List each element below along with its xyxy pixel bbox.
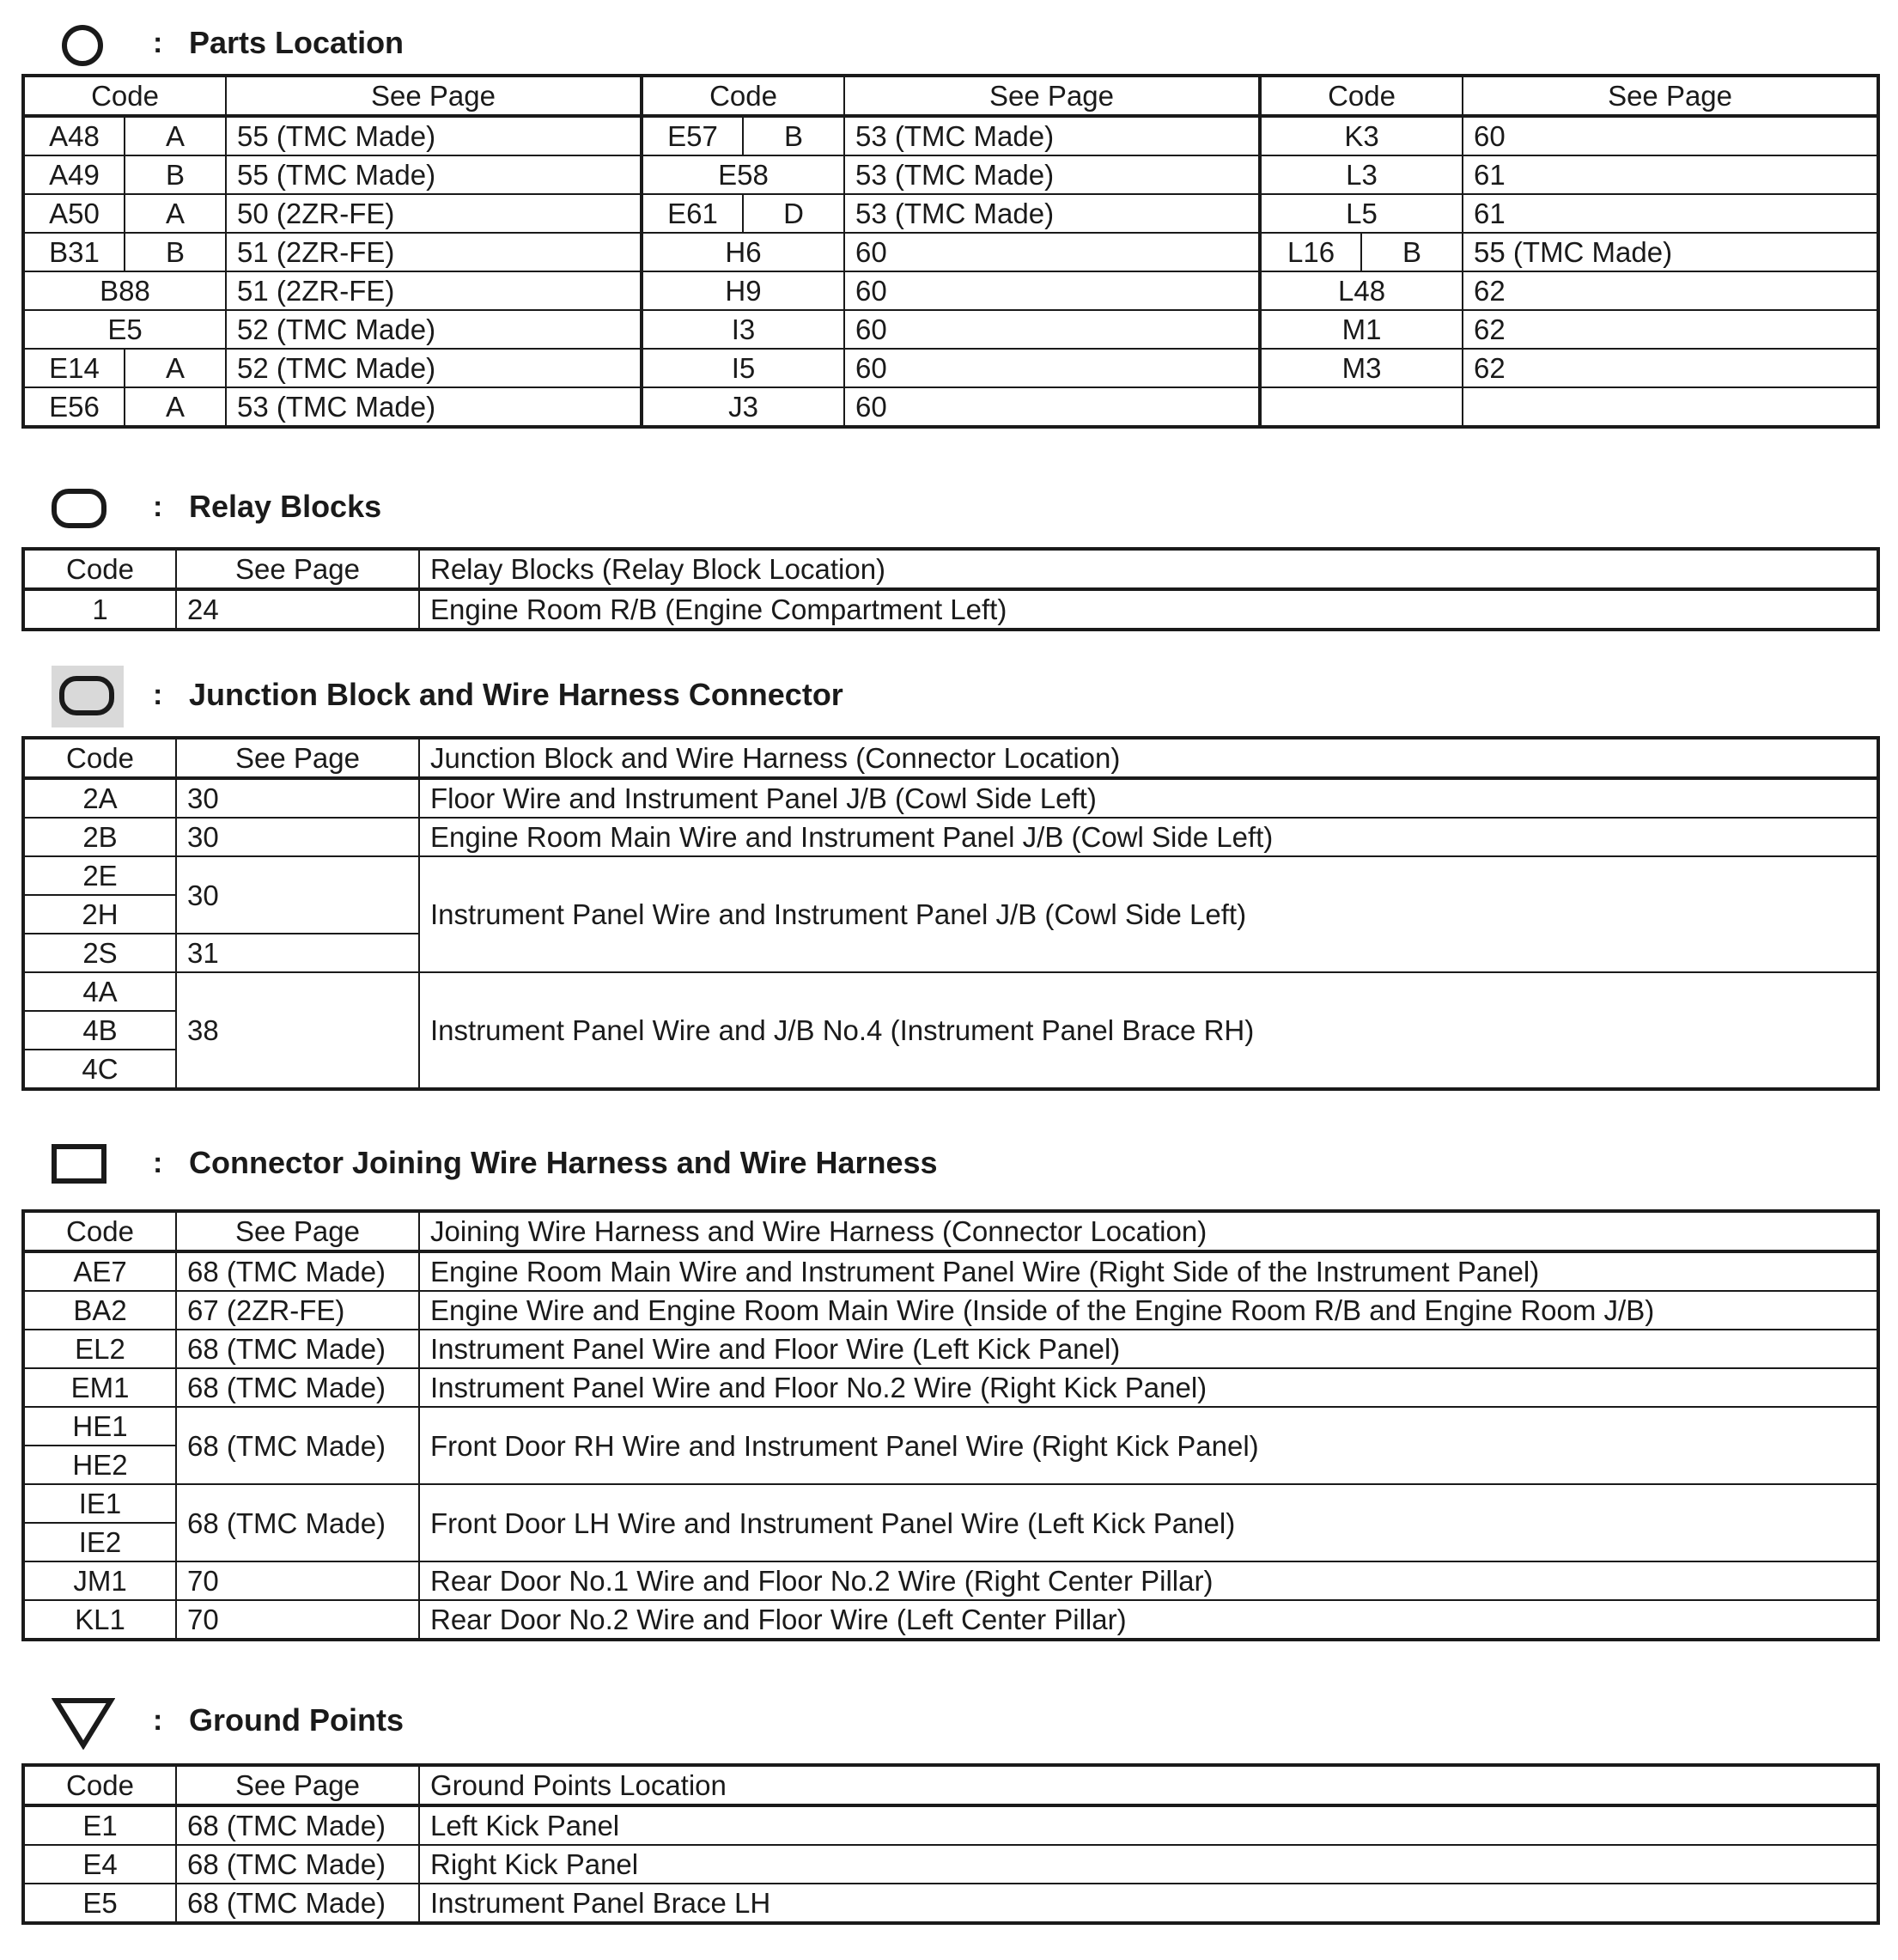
page-cell: 62 (1463, 310, 1878, 349)
column-header: Code (23, 76, 226, 116)
page-cell: 70 (176, 1561, 419, 1600)
table-row (23, 387, 1878, 427)
page-cell: 62 (1463, 271, 1878, 310)
code-cell: 4B (23, 1011, 176, 1050)
description-cell: Instrument Panel Wire and Floor No.2 Wire (Right Kick Panel) (419, 1368, 1878, 1407)
sub-code-cell: B (125, 233, 226, 271)
code-cell: 4A (23, 972, 176, 1011)
table-row (23, 1330, 1878, 1368)
code-cell: L48 (1260, 271, 1463, 310)
code-cell: HE2 (23, 1446, 176, 1484)
column-header: Relay Blocks (Relay Block Location) (419, 549, 1878, 589)
table-row (23, 1805, 1878, 1845)
page-cell: 52 (TMC Made) (226, 349, 642, 387)
page-cell: 50 (2ZR-FE) (226, 194, 642, 233)
description-cell: Instrument Panel Wire and Instrument Panel J/B (Cowl Side Left) (419, 856, 1878, 972)
column-header: See Page (176, 549, 419, 589)
table-row (23, 116, 1878, 155)
description-cell: Front Door LH Wire and Instrument Panel Wire (Left Kick Panel) (419, 1484, 1878, 1561)
column-header: Code (642, 76, 844, 116)
column-header: See Page (176, 738, 419, 778)
code-cell: 2B (23, 818, 176, 856)
heading-colon: : (153, 27, 163, 59)
code-cell (1260, 387, 1463, 427)
page-cell: 68 (TMC Made) (176, 1368, 419, 1407)
description-cell: Left Kick Panel (419, 1805, 1878, 1845)
page-cell: 31 (176, 934, 419, 972)
parts-location-table (21, 74, 1880, 429)
heading-colon: : (153, 679, 163, 711)
column-header: Code (23, 738, 176, 778)
description-cell: Floor Wire and Instrument Panel J/B (Cowl Side Left) (419, 778, 1878, 818)
heading-colon: : (153, 490, 163, 523)
page-cell: 68 (TMC Made) (176, 1484, 419, 1561)
code-cell: I5 (642, 349, 844, 387)
column-header: See Page (176, 1211, 419, 1251)
code-cell: 4C (23, 1050, 176, 1089)
page-cell: 30 (176, 856, 419, 934)
table-row (23, 155, 1878, 194)
code-cell: A50 (23, 194, 125, 233)
sub-code-cell: A (125, 194, 226, 233)
page-cell: 68 (TMC Made) (176, 1845, 419, 1884)
code-cell: BA2 (23, 1291, 176, 1330)
table-row (23, 1251, 1878, 1291)
shaded-rounded-rectangle-icon (52, 666, 124, 727)
code-cell: A49 (23, 155, 125, 194)
code-cell: 2H (23, 895, 176, 934)
section-title: Connector Joining Wire Harness and Wire Harness (189, 1145, 938, 1180)
heading-colon: : (153, 1147, 163, 1179)
ground-points-heading (0, 1696, 1898, 1756)
code-cell: L3 (1260, 155, 1463, 194)
code-cell: E57 (642, 116, 743, 155)
table-row (23, 818, 1878, 856)
description-cell: Instrument Panel Wire and Floor Wire (Left Kick Panel) (419, 1330, 1878, 1368)
table-row (23, 233, 1878, 271)
page-cell: 68 (TMC Made) (176, 1330, 419, 1368)
table-row (23, 1368, 1878, 1407)
page-cell: 51 (2ZR-FE) (226, 233, 642, 271)
column-header: Code (23, 1211, 176, 1251)
page-cell: 53 (TMC Made) (844, 194, 1260, 233)
table-row (23, 1561, 1878, 1600)
rounded-rectangle-icon (52, 489, 106, 528)
page-cell: 68 (TMC Made) (176, 1251, 419, 1291)
code-cell: E14 (23, 349, 125, 387)
triangle-icon (52, 1696, 115, 1750)
page-cell: 30 (176, 818, 419, 856)
code-cell: E1 (23, 1805, 176, 1845)
code-cell: E61 (642, 194, 743, 233)
table-header-row (23, 1211, 1878, 1251)
code-cell: EM1 (23, 1368, 176, 1407)
junction-block-table (21, 736, 1880, 1091)
table-row (23, 589, 1878, 630)
page-cell: 60 (844, 310, 1260, 349)
sub-code-cell: A (125, 116, 226, 155)
code-cell: EL2 (23, 1330, 176, 1368)
code-cell: M1 (1260, 310, 1463, 349)
page-cell: 67 (2ZR-FE) (176, 1291, 419, 1330)
page-cell: 51 (2ZR-FE) (226, 271, 642, 310)
table-row (23, 349, 1878, 387)
connector-joining-table (21, 1209, 1880, 1641)
page-cell: 38 (176, 972, 419, 1089)
table-header-row (23, 1765, 1878, 1805)
connector-joining-heading (0, 1142, 1898, 1202)
page-cell: 60 (844, 387, 1260, 427)
code-cell: 2S (23, 934, 176, 972)
description-cell: Rear Door No.2 Wire and Floor Wire (Left Center Pillar) (419, 1600, 1878, 1640)
description-cell: Instrument Panel Brace LH (419, 1884, 1878, 1923)
code-cell: E5 (23, 310, 226, 349)
table-row (23, 1845, 1878, 1884)
page-cell: 55 (TMC Made) (226, 155, 642, 194)
page-cell: 53 (TMC Made) (226, 387, 642, 427)
page-cell: 55 (TMC Made) (1463, 233, 1878, 271)
code-cell: AE7 (23, 1251, 176, 1291)
code-cell: E56 (23, 387, 125, 427)
page-cell: 61 (1463, 155, 1878, 194)
page-cell: 53 (TMC Made) (844, 155, 1260, 194)
page-cell: 60 (1463, 116, 1878, 155)
column-header: Code (23, 1765, 176, 1805)
section-title: Parts Location (189, 25, 405, 60)
code-cell: K3 (1260, 116, 1463, 155)
page-cell: 68 (TMC Made) (176, 1884, 419, 1923)
table-header-row (23, 738, 1878, 778)
section-title: Ground Points (189, 1702, 404, 1738)
page-cell: 55 (TMC Made) (226, 116, 642, 155)
page-cell: 60 (844, 271, 1260, 310)
column-header: See Page (176, 1765, 419, 1805)
sub-code-cell: B (125, 155, 226, 194)
sub-code-cell: A (125, 349, 226, 387)
description-cell: Front Door RH Wire and Instrument Panel Wire (Right Kick Panel) (419, 1407, 1878, 1484)
section-title: Relay Blocks (189, 489, 382, 524)
code-cell: H6 (642, 233, 844, 271)
column-header: See Page (844, 76, 1260, 116)
table-row (23, 1291, 1878, 1330)
table-header-row (23, 76, 1878, 116)
page-cell: 61 (1463, 194, 1878, 233)
code-cell: B88 (23, 271, 226, 310)
heading-colon: : (153, 1704, 163, 1737)
code-cell: L5 (1260, 194, 1463, 233)
sub-code-cell: A (125, 387, 226, 427)
parts-location-heading (0, 21, 1898, 82)
description-cell: Rear Door No.1 Wire and Floor No.2 Wire (Right Center Pillar) (419, 1561, 1878, 1600)
description-cell: Engine Room Main Wire and Instrument Panel Wire (Right Side of the Instrument Panel) (419, 1251, 1878, 1291)
sub-code-cell: D (743, 194, 844, 233)
table-row (23, 1484, 1878, 1523)
table-row (23, 1407, 1878, 1446)
page-cell: 30 (176, 778, 419, 818)
column-header: Code (23, 549, 176, 589)
table-row (23, 778, 1878, 818)
column-header: See Page (226, 76, 642, 116)
sub-code-cell: B (743, 116, 844, 155)
code-cell: E5 (23, 1884, 176, 1923)
ground-points-table (21, 1763, 1880, 1925)
code-cell: H9 (642, 271, 844, 310)
code-cell: M3 (1260, 349, 1463, 387)
code-cell: HE1 (23, 1407, 176, 1446)
page-cell: 70 (176, 1600, 419, 1640)
column-header: Junction Block and Wire Harness (Connector Location) (419, 738, 1878, 778)
code-cell: 1 (23, 589, 176, 630)
table-header-row (23, 549, 1878, 589)
page-cell (1463, 387, 1878, 427)
code-cell: A48 (23, 116, 125, 155)
code-cell: KL1 (23, 1600, 176, 1640)
code-cell: IE2 (23, 1523, 176, 1561)
page-cell: 24 (176, 589, 419, 630)
description-cell: Engine Room R/B (Engine Compartment Left) (419, 589, 1878, 630)
page-cell: 62 (1463, 349, 1878, 387)
description-cell: Engine Wire and Engine Room Main Wire (Inside of the Engine Room R/B and Engine Room J/B) (419, 1291, 1878, 1330)
sub-code-cell: B (1361, 233, 1463, 271)
code-cell: L16 (1260, 233, 1361, 271)
table-row (23, 856, 1878, 895)
column-header: Joining Wire Harness and Wire Harness (Connector Location) (419, 1211, 1878, 1251)
table-row (23, 1600, 1878, 1640)
section-title: Junction Block and Wire Harness Connector (189, 677, 843, 712)
relay-blocks-table (21, 547, 1880, 631)
description-cell: Instrument Panel Wire and J/B No.4 (Instrument Panel Brace RH) (419, 972, 1878, 1089)
relay-blocks-heading (0, 485, 1898, 545)
code-cell: IE1 (23, 1484, 176, 1523)
code-cell: 2E (23, 856, 176, 895)
table-row (23, 1884, 1878, 1923)
page-cell: 53 (TMC Made) (844, 116, 1260, 155)
code-cell: JM1 (23, 1561, 176, 1600)
junction-block-heading (0, 666, 1898, 726)
description-cell: Right Kick Panel (419, 1845, 1878, 1884)
code-cell: B31 (23, 233, 125, 271)
circle-icon (60, 23, 105, 68)
description-cell: Engine Room Main Wire and Instrument Panel J/B (Cowl Side Left) (419, 818, 1878, 856)
page-cell: 68 (TMC Made) (176, 1805, 419, 1845)
page-cell: 68 (TMC Made) (176, 1407, 419, 1484)
column-header: Code (1260, 76, 1463, 116)
code-cell: E4 (23, 1845, 176, 1884)
column-header: See Page (1463, 76, 1878, 116)
code-cell: I3 (642, 310, 844, 349)
code-cell: J3 (642, 387, 844, 427)
table-row (23, 271, 1878, 310)
table-row (23, 972, 1878, 1011)
page-cell: 52 (TMC Made) (226, 310, 642, 349)
page-cell: 60 (844, 349, 1260, 387)
table-row (23, 310, 1878, 349)
code-cell: E58 (642, 155, 844, 194)
rectangle-icon (52, 1144, 106, 1184)
table-row (23, 194, 1878, 233)
column-header: Ground Points Location (419, 1765, 1878, 1805)
page-cell: 60 (844, 233, 1260, 271)
code-cell: 2A (23, 778, 176, 818)
